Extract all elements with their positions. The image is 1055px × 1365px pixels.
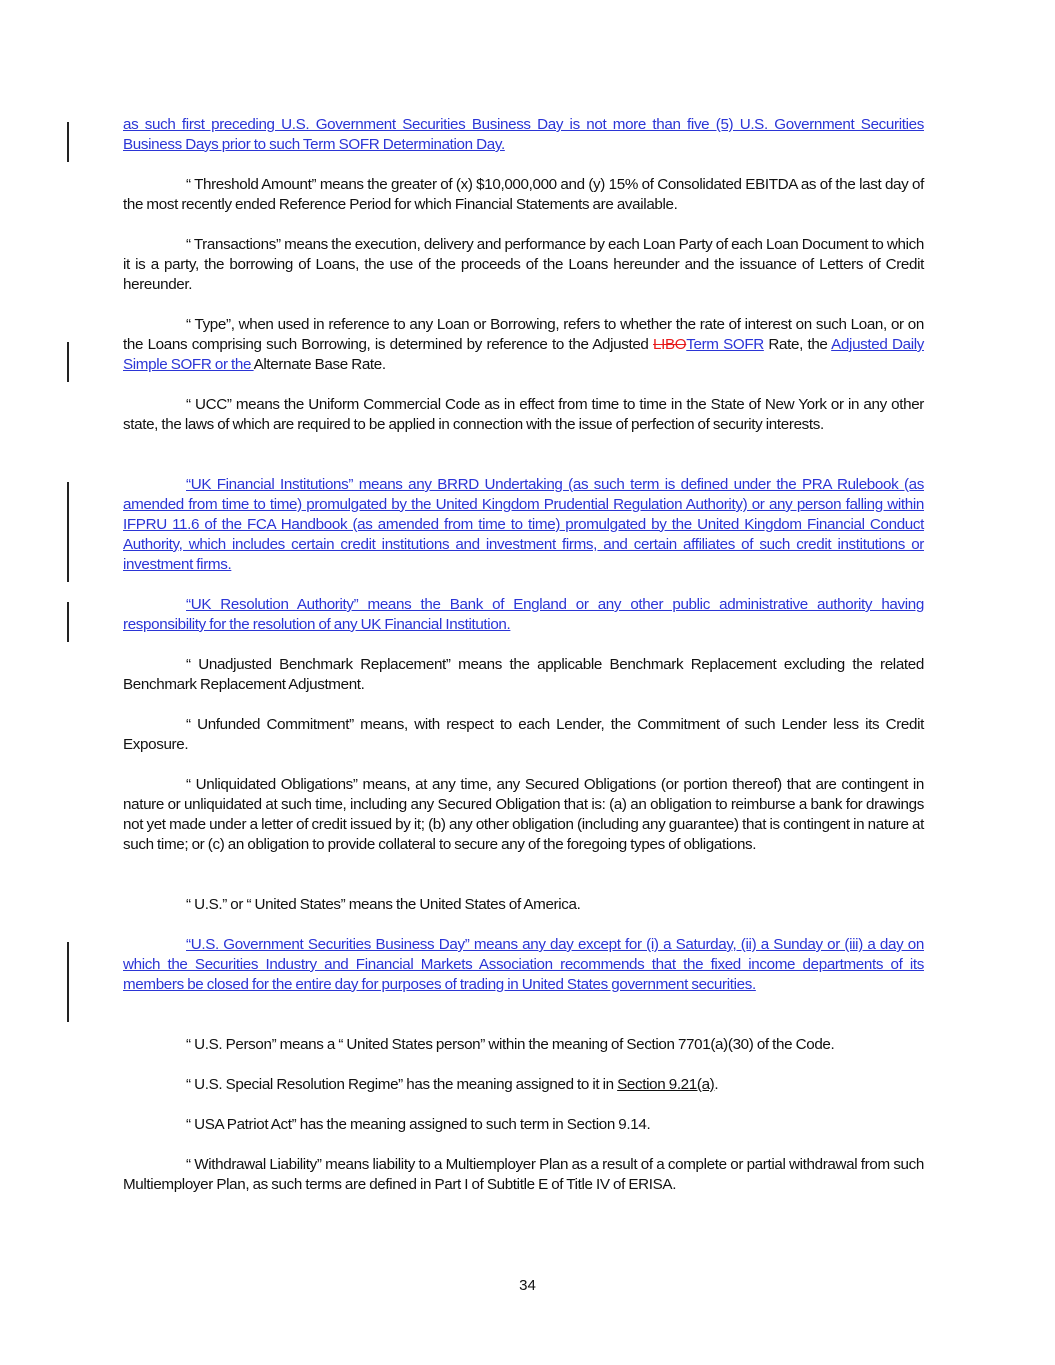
definition-threshold-amount: “ Threshold Amount” means the greater of (x) $10,000,000 and (y) 15% of Consolidated EBITDA as of the last day of the most recently ended Reference Period for which Financial Statements are available.: [123, 176, 924, 213]
definition-unliquidated-obligations: “ Unliquidated Obligations” means, at any time, any Secured Obligations (or portion thereof) that are contingent in nature or unliquidated at such time, including any Secured Obligation that is: (a) an obligation to reimburse a bank for drawings not yet made under a letter of credit issued by it; (b) any other obligation (including any guarantee) that is contingent in nature at such time; or (c) an obligation to provide collateral to secure any of the foregoing types of obligations.: [123, 776, 924, 853]
change-bar-p5: [67, 482, 69, 582]
change-bar-p0: [67, 122, 69, 162]
section-reference-link[interactable]: Section 9.21(a): [617, 1076, 715, 1093]
page-number: 34: [519, 1277, 536, 1294]
definition-transactions: “ Transactions” means the execution, delivery and performance by each Loan Party of each Loan Document to which it is a party, the borrowing of Loans, the use of the proceeds of the Loans hereunder and the issuance of Letters of Credit hereunder.: [123, 236, 924, 293]
definition-uk-financial-institutions: [123, 475, 924, 575]
change-bar-p11: [67, 942, 69, 1022]
definition-withdrawal-liability: “ Withdrawal Liability” means liability to a Multiemployer Plan as a result of a complete or partial withdrawal from such Multiemployer Plan, as such terms are defined in Part I of Subtitle E of Title IV of ERISA.: [123, 1156, 924, 1193]
definition-unadjusted-benchmark-replacement: “ Unadjusted Benchmark Replacement” means the applicable Benchmark Replacement excluding the related Benchmark Replacement Adjustment.: [123, 656, 924, 693]
inserted-text: as such first preceding U.S. Government Securities Business Day is not more than five (5) U.S. Government Securities Business Days prior to such Term SOFR Determination Day.: [123, 116, 924, 153]
definition-us-person: “ U.S. Person” means a “ United States person” within the meaning of Section 7701(a)(30) of the Code.: [186, 1036, 835, 1053]
inserted-text: “UK Resolution Authority” means the Bank of England or any other public administrative authority having responsibility for the resolution of any UK Financial Institution.: [123, 596, 924, 633]
change-bar-p6: [67, 602, 69, 642]
inserted-text: Adjusted Daily Simple SOFR or the: [123, 335, 924, 373]
definition-ucc: “ UCC” means the Uniform Commercial Code as in effect from time to time in the State of New York or in any other state, the laws of which are required to be applied in connection with the issue of perfection of security interests.: [123, 396, 924, 433]
inserted-text: “U.S. Government Securities Business Day” means any day except for (i) a Saturday, (ii) a Sunday or (iii) a day on which the Securities Industry and Financial Markets Association recommends that the fixed income departments of its members be closed for the entire day for purposes of trading in United States government securities.: [123, 936, 924, 993]
change-bar-p3: [67, 342, 69, 382]
text-segment: “ U.S. Special Resolution Regime” has the meaning assigned to it in: [186, 1076, 618, 1093]
definition-type: [123, 315, 924, 375]
definition-usa-patriot-act: “ USA Patriot Act” has the meaning assigned to such term in Section 9.14.: [186, 1116, 651, 1133]
text-segment: Rate, the: [763, 335, 832, 353]
text-segment: Alternate Base Rate.: [253, 355, 386, 373]
definition-uk-resolution-authority: [123, 595, 924, 635]
deleted-text: LIBO: [653, 335, 687, 353]
text-segment: .: [714, 1076, 719, 1093]
paragraph-term-sofr-continuation: [123, 115, 924, 155]
inserted-text: “UK Financial Institutions” means any BRRD Undertaking (as such term is defined under the PRA Rulebook (as amended from time to time) promulgated by the United Kingdom Prudential Regulation Authority) or any person falling within IFPRU 11.6 of the FCA Handbook (as amended from time to time) promulgated by the United Kingdom Financial Conduct Authority, which includes certain credit institutions and investment firms, and certain affiliates of such credit institutions or investment firms.: [123, 476, 924, 573]
text-segment: “ Type”, when used in reference to any Loan or Borrowing, refers to whether the rate of interest on such Loan, or on the Loans comprising such Borrowing, is determined by reference to the Adjusted: [123, 316, 924, 353]
inserted-text: Term SOFR: [686, 335, 764, 353]
definition-us-special-resolution-regime: [123, 1075, 924, 1095]
definition-us-government-securities-business-day: [123, 935, 924, 995]
definition-unfunded-commitment: “ Unfunded Commitment” means, with respect to each Lender, the Commitment of such Lender less its Credit Exposure.: [123, 716, 924, 753]
definition-us: “ U.S.” or “ United States” means the United States of America.: [186, 896, 581, 913]
